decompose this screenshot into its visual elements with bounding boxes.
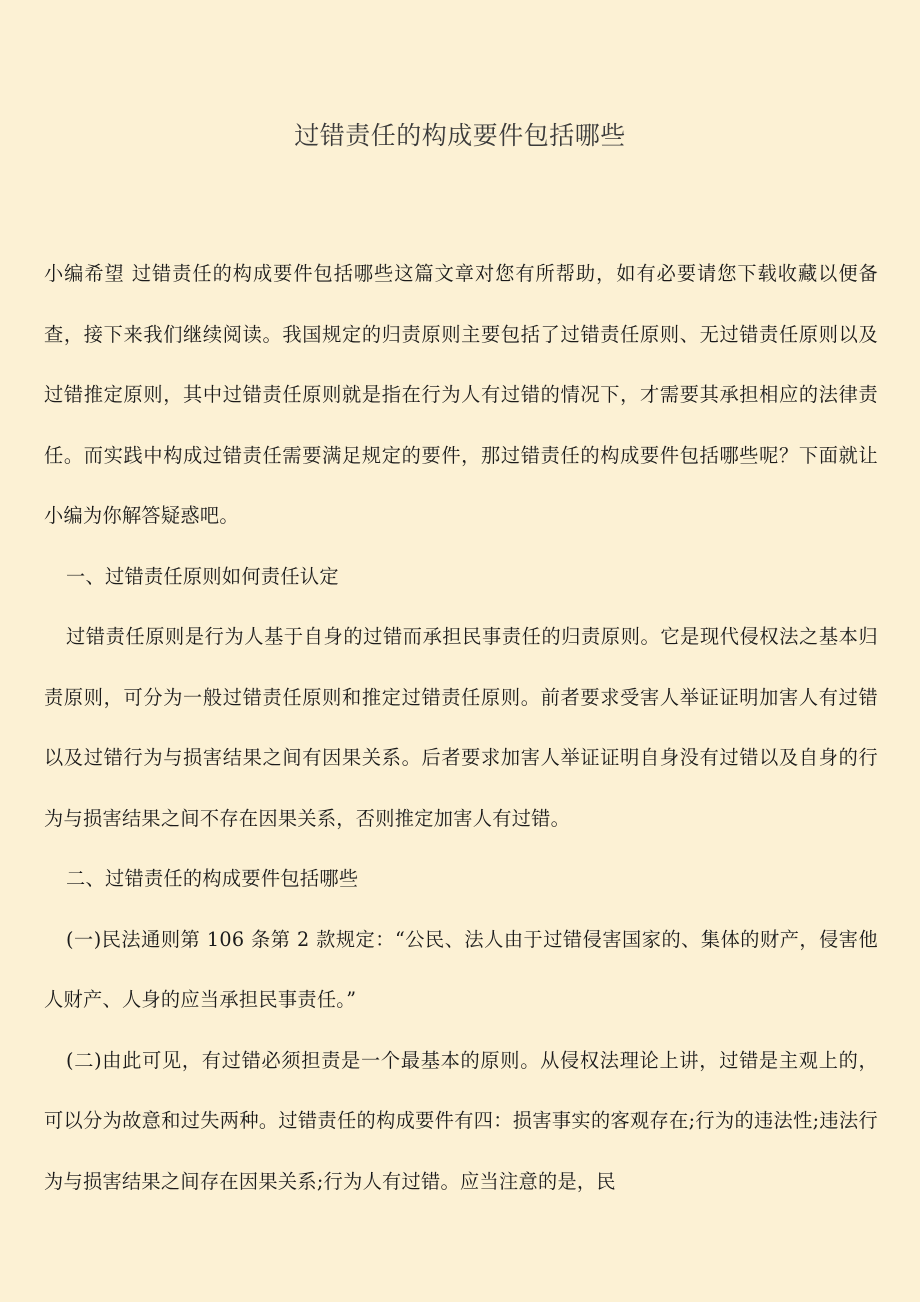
document-body [44,244,878,1212]
section-1-paragraph: 过错责任原则是行为人基于自身的过错而承担民事责任的归责原则。它是现代侵权法之基本归责原则，可分为一般过错责任原则和推定过错责任原则。前者要求受害人举证证明加害人有过错以及过错行为与损害结果之间有因果关系。后者要求加害人举证证明自身没有过错以及自身的行为与损害结果之间不存在因果关系，否则推定加害人有过错。 [44,625,878,830]
section-heading-1: 一、过错责任原则如何责任认定 [66,564,339,588]
section-heading-2: 二、过错责任的构成要件包括哪些 [66,867,359,890]
section-2-item-2: (二)由此可见，有过错必须担责是一个最基本的原则。从侵权法理论上讲，过错是主观上的，可以分为故意和过失两种。过错责任的构成要件有四：损害事实的客观存在;行为的违法性;违法行为与损害结果之间存在因果关系;行为人有过错。应当注意的是，民 [44,1048,878,1193]
intro-paragraph: 小编希望 过错责任的构成要件包括哪些这篇文章对您有所帮助，如有必要请您下载收藏以便备查，接下来我们继续阅读。我国规定的归责原则主要包括了过错责任原则、无过错责任原则以及过错推定原则，其中过错责任原则就是指在行为人有过错的情况下，才需要其承担相应的法律责任。而实践中构成过错责任需要满足规定的要件，那过错责任的构成要件包括哪些呢？下面就让小编为你解答疑惑吧。 [44,262,878,527]
document-title: 过错责任的构成要件包括哪些 [294,121,626,150]
section-2-item-1: (一)民法通则第 106 条第 2 款规定：“公民、法人由于过错侵害国家的、集体的财产，侵害他人财产、人身的应当承担民事责任。” [44,927,878,1011]
